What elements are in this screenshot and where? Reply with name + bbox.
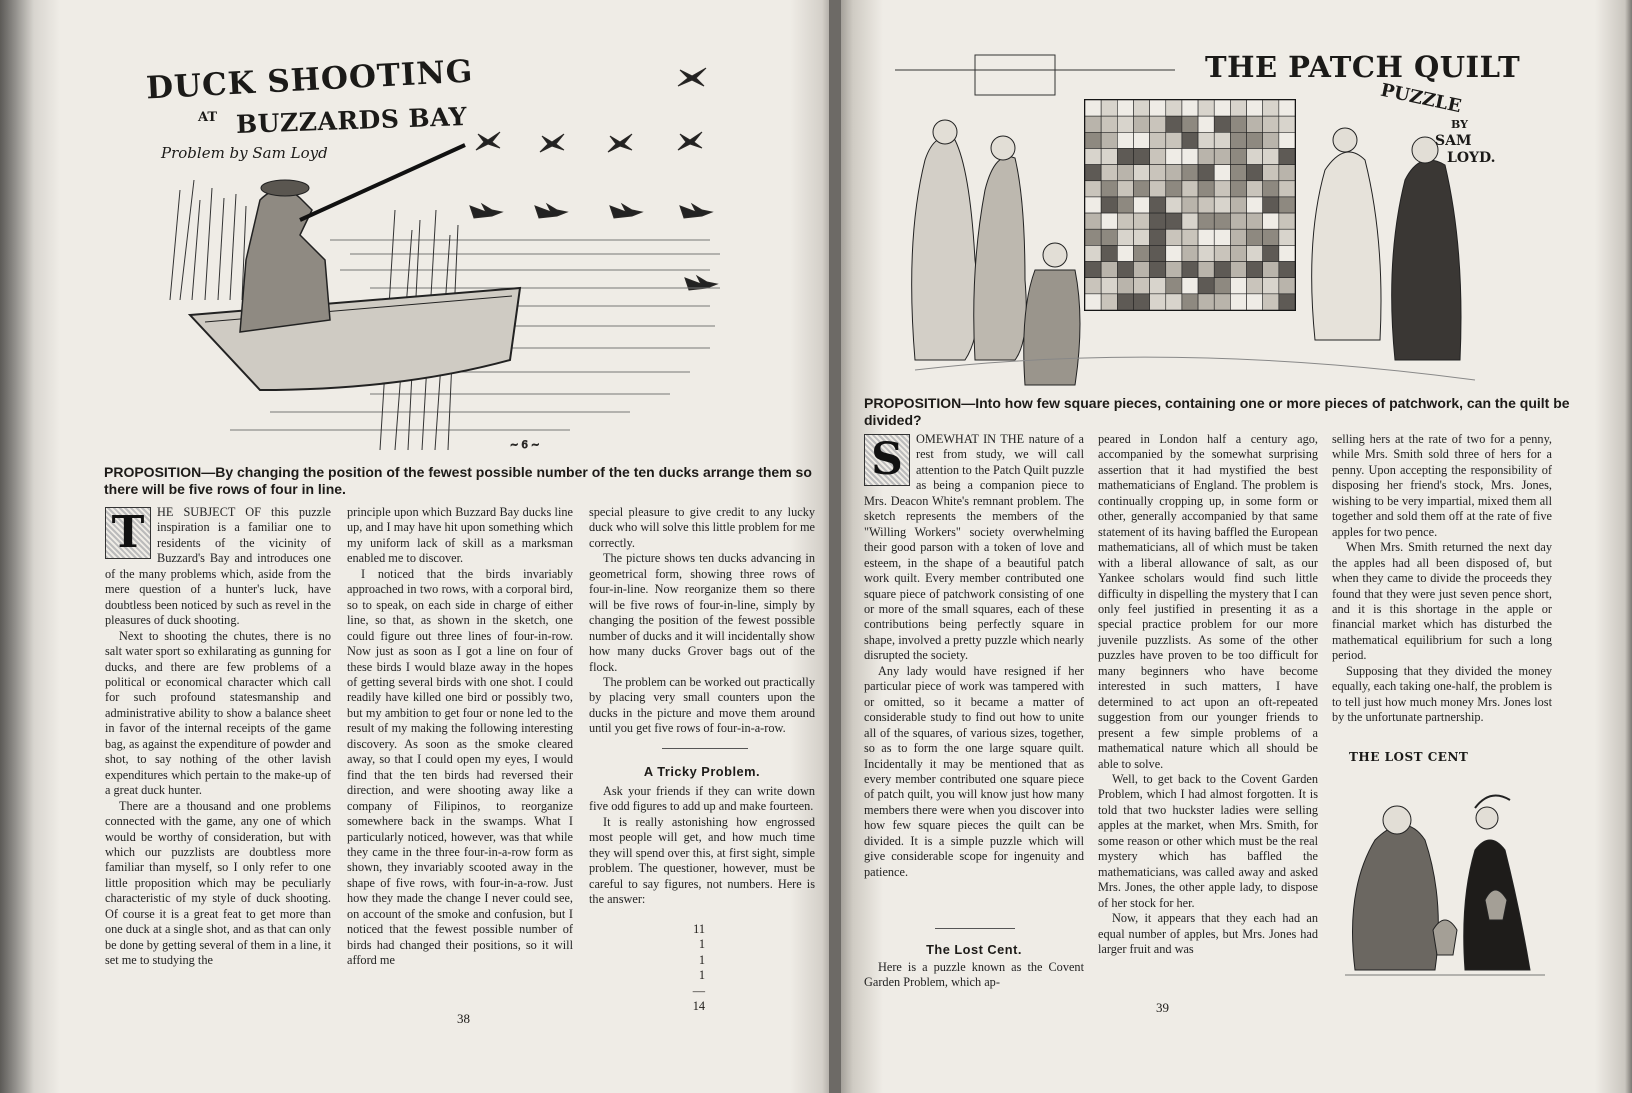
- right-page: [835, 0, 1632, 1093]
- duck-title-line1: DUCK SHOOTING: [145, 53, 475, 107]
- tricky-problem-heading: A Tricky Problem.: [643, 764, 761, 779]
- quilt-col3-para2: When Mrs. Smith returned the next day the apples had all been disposed of, but when they came to divide the proceeds they found that they were just seven pence short, and it is this shortage in the apple or financial market which has disturbed the mathematical equilibrium for such a long period.: [1332, 540, 1552, 663]
- quilt-col2-para2: Well, to get back to the Covent Garden Problem, which I had almost forgotten. It is told that two huckster ladies were selling apples at the market, when Mrs. Smith, for some reason or other which must be the real mystery which has baffled the mathematicians, was called away and asked Mrs. Jones, the other apple lady, to dispose of her stock for her.: [1098, 771, 1318, 910]
- duck-byline: Problem by Sam Loyd: [161, 144, 328, 162]
- quilt-col2-para1: peared in London half a century ago, accompanied by the somewhat surprising assertion that it had mystified the best mathematicians of England. The problem is continually cropping up, in some form or other, generally accompanied by that same statement of its having baffled the European mathematicians, all of which must be taken with a liberal allowance of salt, as our Yankee scholars would find such little difficulty in dispelling the mystery that I can only feel justified in presenting it as a special practice problem for our more juvenile puzzlists. As some of the other puzzles have proven to be too difficult for many beginners who have become interested in such matters, I have determined to act upon an oft-repeated suggestion from our younger friends to present a few simple problems of a mathematical nature which all should be able to solve.: [1098, 432, 1318, 771]
- page-number-left: 38: [457, 1011, 470, 1026]
- quilt-col3-para1: selling hers at the rate of two for a penny, while Mrs. Smith sold three of hers for a penny. Upon accepting the responsibility of disposing her friend's stock, Mrs. Jones, wishing to be very impartial, mixed them all together and sold them off at the rate of five apples for two pence.: [1332, 432, 1552, 539]
- duck-proposition: PROPOSITION—By changing the position of the fewest possible number of the ten ducks arrange them so there will be five rows of four in line.: [104, 464, 812, 497]
- duck-col3-para1: special pleasure to give credit to any lucky duck who will solve this little problem for me correctly.: [589, 505, 815, 550]
- svg-text:~ 6 ~: ~ 6 ~: [510, 440, 540, 451]
- duck-title-line2: BUZZARDS BAY: [235, 101, 468, 140]
- lost-cent-caption: THE LOST CENT: [1349, 750, 1469, 764]
- lost-cent-intro-text: Here is a puzzle known as the Covent Garden Problem, which ap-: [864, 960, 1084, 990]
- quilt-column-3: [1332, 432, 1552, 726]
- quilt-byline-name2: LOYD.: [1447, 150, 1496, 166]
- duck-column-1: [105, 505, 331, 969]
- quilt-col2-para3: Now, it appears that they each had an equal number of apples, but Mrs. Jones had larger fruit and was: [1098, 911, 1318, 956]
- answer-line: 1: [698, 968, 705, 983]
- quilt-title-line2: PUZZLE: [1378, 79, 1464, 118]
- quilt-byline-by: BY: [1451, 118, 1468, 131]
- tricky-para2: It is really astonishing how engrossed most people will get, and how much time they will spend over this, at first sight, simple problem. The questioner, however, must be careful to say figures, not numbers. Here is the answer:: [589, 814, 815, 907]
- quilt-col3-para3: Supposing that they divided the money equally, each taking one-half, the problem is to tell just how much money Mrs. Jones lost by the unfortunate partnership.: [1332, 663, 1552, 725]
- duck-col1-para3: There are a thousand and one problems connected with the game, any one of which would be worthy of consideration, but with which our puzzlists are doubtless more familiar than myself, so I only refer to one little proposition which may be peculiarly characteristic of my style of duck shooting. Of course it is a great feat to get more than one duck at a single shot, and as that can only be done by getting several of them in a line, it set me to studying the: [105, 798, 331, 968]
- quilt-grid-icon: [1085, 100, 1295, 310]
- lost-cent-intro: [864, 960, 1084, 991]
- tricky-para1: Ask your friends if they can write down five odd figures to add up and make fourteen.: [589, 784, 815, 814]
- quilt-col1-para2: Any lady would have resigned if her particular piece of work was tampered with or omitted, so it became a matter of considerable study to find out how to unite all of the squares, of various sizes, together, so as to form the one large square quilt. Incidentally it may be mentioned that as every member contributed one square piece of patch quilt, you will know just how many members there were when you discover into how few square pieces the quilt can be divided. It is a simple puzzle which will give considerable scope for ingenuity and patience.: [864, 663, 1084, 879]
- answer-line: 14: [692, 999, 705, 1014]
- tricky-problem-text: [589, 784, 815, 908]
- answer-line: 11: [693, 922, 705, 936]
- duck-col3-para3: The problem can be worked out practically by placing very small counters upon the ducks in the picture and move them around until you get five rows of four-in-a-row.: [589, 674, 815, 736]
- duck-column-3: [589, 505, 815, 737]
- quilt-title-line1: THE PATCH QUILT: [1205, 50, 1521, 84]
- lost-cent-heading: The Lost Cent.: [926, 942, 1022, 957]
- duck-flock-icon: [470, 68, 717, 290]
- quilt-byline-name1: SAM: [1435, 133, 1472, 149]
- quilt-column-1: [864, 432, 1084, 880]
- duck-col2-para1: principle upon which Buzzard Bay ducks line up, and I may have hit upon something which my uniform lack of skill as a marksman enabled me to discover.: [347, 505, 573, 566]
- section-divider: [662, 748, 748, 749]
- apple-sellers-illustration: [1345, 770, 1545, 980]
- quilt-col1-para1: OMEWHAT IN THE nature of a rest from study, we will call attention to the Patch Quilt puzzle as being a companion piece to Mrs. Deacon White's remnant problem. The sketch represents the members of the "Willing Workers" society overwhelming their good parson with a token of love and esteem, in the shape of a beautiful patch work quilt. Every member contributed one square piece of patchwork consisting of one or more of the small squares, each of these contributions being perfectly square in shape, involved a pretty puzzle which nearly disrupted the society.: [864, 432, 1084, 663]
- page-number-right: 39: [1156, 1000, 1169, 1015]
- duck-hunting-illustration: [150, 60, 750, 455]
- answer-line: 1: [698, 937, 705, 952]
- duck-dropcap: T: [105, 507, 151, 559]
- answer-line: —: [692, 983, 705, 998]
- quilt-dropcap: S: [864, 434, 910, 486]
- answer-line: 1: [698, 952, 705, 967]
- duck-col3-para2: The picture shows ten ducks advancing in geometrical form, showing three rows of four-in-line. Now reorganize them so there will be five rows of four-in-line, simply by changing the position of the fewest possible number of ducks and it will incidentally show how many ducks Grover bags out of the flock.: [589, 551, 815, 674]
- duck-column-2: [347, 505, 573, 969]
- section-divider: [935, 928, 1015, 929]
- book-gutter: [829, 0, 841, 1093]
- duck-col1-para2: Next to shooting the chutes, there is no salt water sport so exhilarating as gunning for ducks, and there are few problems of a political or economical character which call for such profound statesmanship and administrative ability to show a balance sheet in favor of the internal receipts of the game bag, as against the expenditure of powder and shot, to say nothing of the other lavish expenditures which pertain to the make-up of a great duck hunter.: [105, 628, 331, 798]
- duck-col1-para1: HE SUBJECT OF this puzzle inspiration is a familiar one to residents of the vicinity of Buzzard's Bay and introduces one of the many problems which, aside from the mere question of a hunter's luck, have doubtless been noticed by such as revel in the pleasures of duck shooting.: [105, 505, 331, 628]
- quilt-column-2: [1098, 432, 1318, 957]
- quilt-proposition: PROPOSITION—Into how few square pieces, containing one or more pieces of patchwork, can the quilt be divided?: [864, 395, 1570, 428]
- duck-title-at: AT: [198, 110, 218, 125]
- duck-col2-para2: I noticed that the birds invariably approached in two rows, with a corporal bird, so to speak, on each side in charge of either line, so that, as shown in the sketch, one could figure out three lines of four-in-row. Now just as soon as I got a line on four of these birds I would blaze away in the hopes of getting several birds with one shot. I could readily have killed one bird or possibly two, but my ambition to get four or none led to the result of my making the following interesting discovery. As soon as the smoke cleared away, so that I could open my eyes, I would find that the ten birds had reversed their direction, and were shooting away like a company of Filipinos, to reorganize somewhere back in the swamps. What I particularly noticed, however, was that while they came in the three four-in-a-row form as shown, they invariably scooted away in the shape of five rows, with four-in-a-row. Just how they made the change I never could see, on account of the smoke and confusion, but I noticed that the fewest possible number of birds had changed their positions, so it will afford me: [347, 566, 573, 968]
- tricky-answer: [675, 922, 705, 1014]
